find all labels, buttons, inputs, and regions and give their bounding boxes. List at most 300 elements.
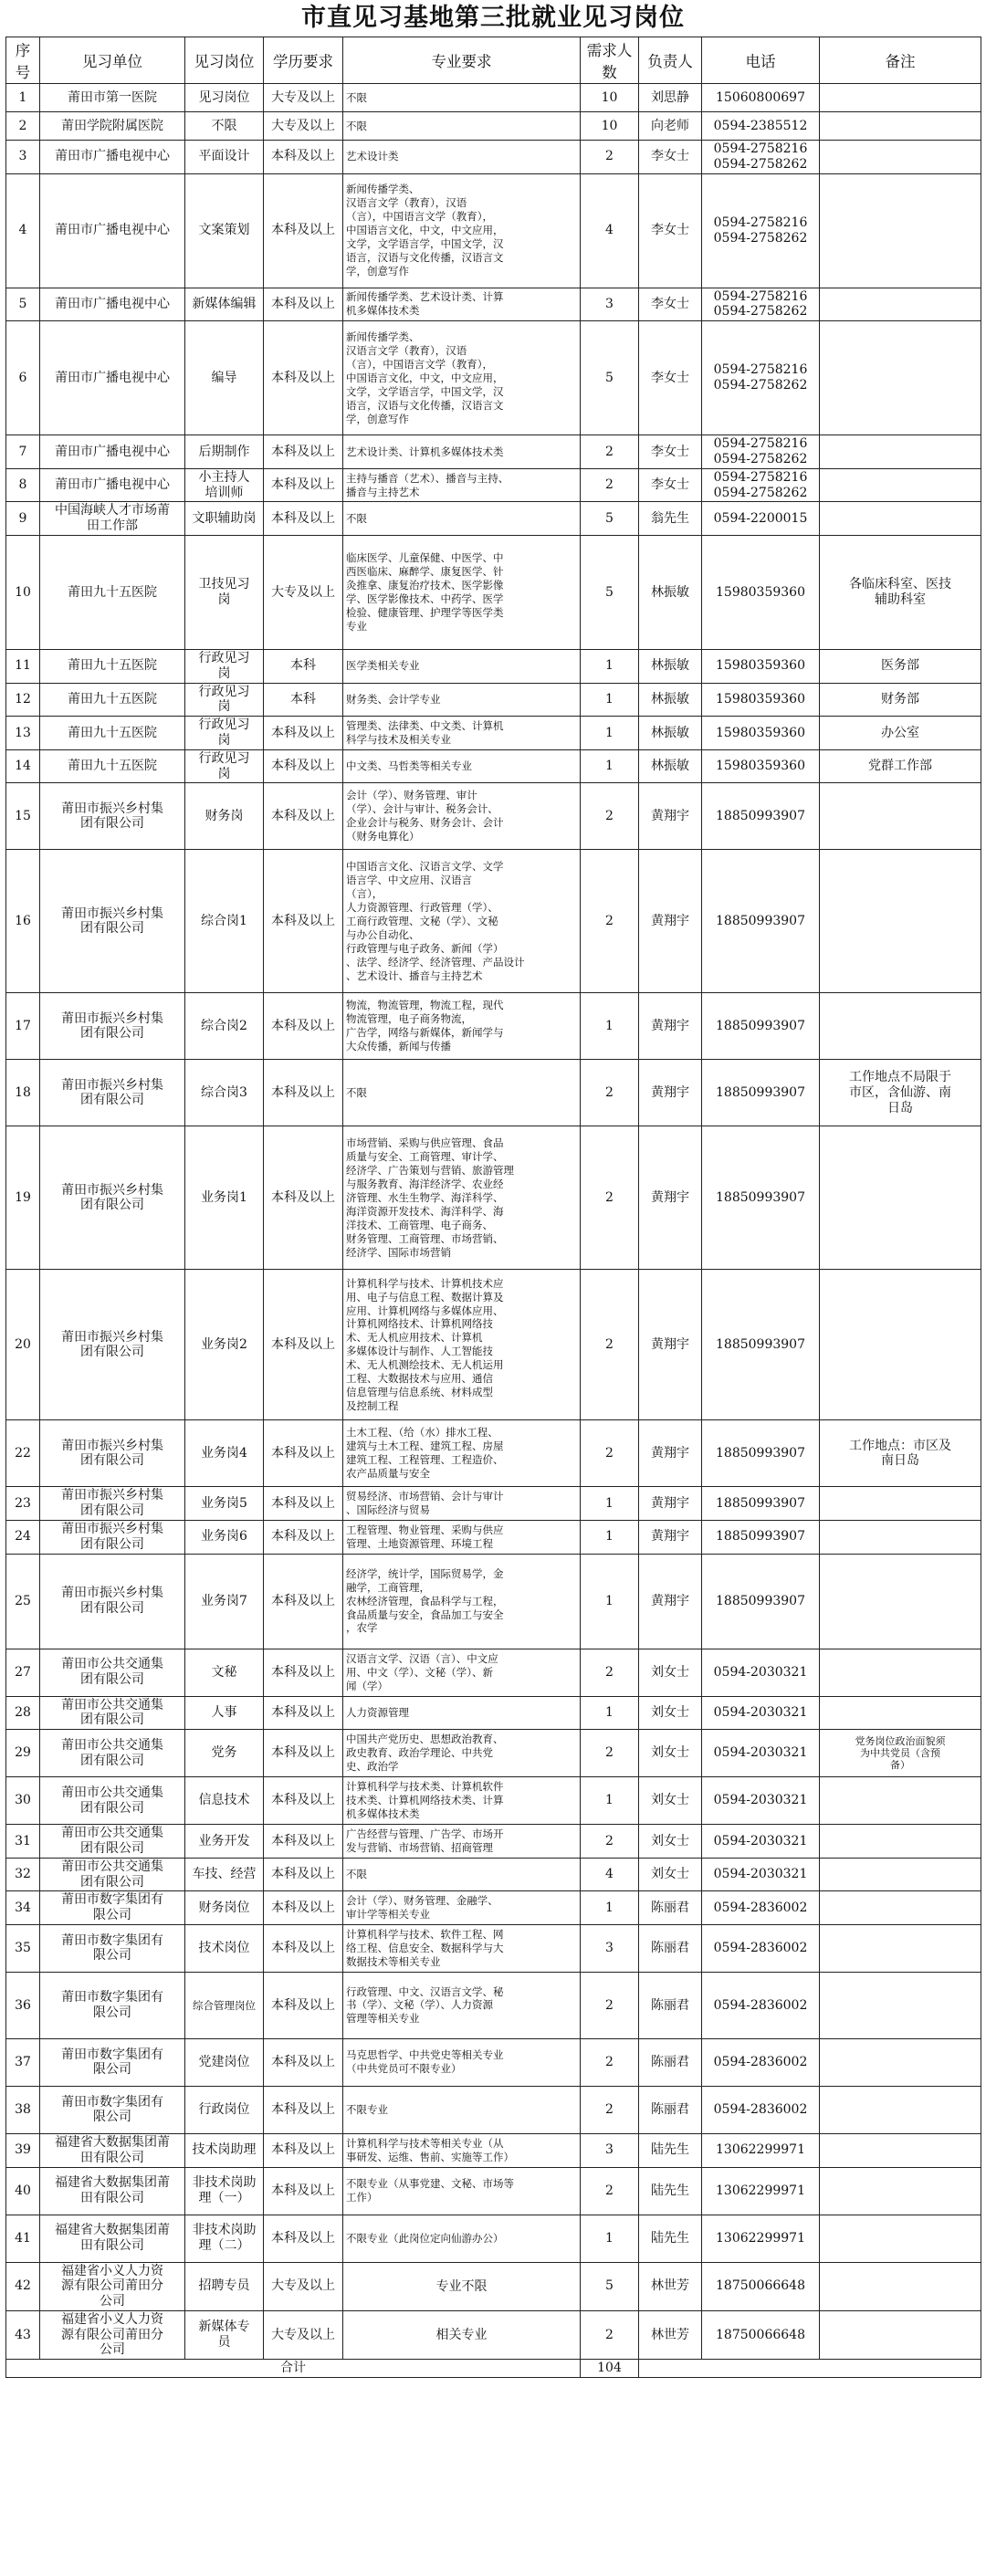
row-post: 人事 <box>185 1696 264 1730</box>
row-contact: 陈丽君 <box>639 2038 702 2086</box>
row-edu: 本科及以上 <box>264 468 343 502</box>
row-num: 1 <box>581 2215 639 2262</box>
row-major: 马克思哲学、中共党史等相关专业 （中共党员可不限专业） <box>343 2038 581 2086</box>
row-post: 业务岗2 <box>185 1270 264 1420</box>
row-phone: 0594-2758216 0594-2758262 <box>702 468 820 502</box>
row-phone: 0594-2030321 <box>702 1730 820 1777</box>
row-note: 党务岗位政治面貌须 为中共党员（含预 备） <box>820 1730 981 1777</box>
row-note <box>820 2038 981 2086</box>
row-phone: 0594-2836002 <box>702 2086 820 2133</box>
row-phone: 18750066648 <box>702 2262 820 2310</box>
row-phone: 13062299971 <box>702 2167 820 2215</box>
row-unit: 莆田市公共交通集 团有限公司 <box>40 1777 185 1825</box>
table-row <box>6 1825 981 1859</box>
row-unit: 莆田市数字集团有 限公司 <box>40 1924 185 1972</box>
row-edu: 本科及以上 <box>264 1696 343 1730</box>
row-num: 1 <box>581 1891 639 1925</box>
row-contact: 黄翔宇 <box>639 1270 702 1420</box>
row-major: 不限 <box>343 112 581 141</box>
table-row <box>6 1924 981 1972</box>
row-edu: 本科及以上 <box>264 1972 343 2038</box>
row-edu: 本科及以上 <box>264 321 343 435</box>
row-major: 不限 <box>343 84 581 112</box>
row-phone: 0594-2758216 0594-2758262 <box>702 288 820 321</box>
row-unit: 福建省大数据集团莆 田有限公司 <box>40 2215 185 2262</box>
row-major: 经济学，统计学，国际贸易学，金 融学，工商管理， 农林经济管理，食品科学与工程， 食品质量与安全，食品加工与安全 ，农学 <box>343 1554 581 1649</box>
row-contact: 李女士 <box>639 321 702 435</box>
row-post: 综合岗1 <box>185 850 264 993</box>
row-phone: 0594-2758216 0594-2758262 <box>702 141 820 174</box>
row-note <box>820 1777 981 1825</box>
table-row <box>6 1270 981 1420</box>
row-phone: 18850993907 <box>702 1487 820 1521</box>
row-major: 不限 <box>343 502 581 536</box>
row-contact: 林振敏 <box>639 535 702 649</box>
row-post: 党建岗位 <box>185 2038 264 2086</box>
header-note: 备注 <box>820 37 981 84</box>
row-unit: 莆田市振兴乡村集 团有限公司 <box>40 1520 185 1554</box>
row-major: 不限专业 <box>343 2086 581 2133</box>
row-unit: 莆田市振兴乡村集 团有限公司 <box>40 1126 185 1270</box>
row-note <box>820 112 981 141</box>
row-contact: 黄翔宇 <box>639 1554 702 1649</box>
row-post: 平面设计 <box>185 141 264 174</box>
row-note <box>820 1554 981 1649</box>
row-unit: 莆田市公共交通集 团有限公司 <box>40 1730 185 1777</box>
row-note: 党群工作部 <box>820 749 981 783</box>
row-edu: 本科及以上 <box>264 502 343 536</box>
row-note <box>820 2310 981 2359</box>
row-unit: 莆田市振兴乡村集 团有限公司 <box>40 1487 185 1521</box>
row-major: 计算机科学与技术、计算机技术应 用、电子与信息工程、数据计算及 应用、计算机网络与多媒体应用、 计算机网络技术、计算机网络技 术、无人机应用技术、计算机 多媒体设计与制作、人工智能技 术、无人机测绘技术、无人机运用 工程、大数据技术与应用、通信 信息管理与信息系统、材料成型 及控制工程 <box>343 1270 581 1420</box>
row-edu: 大专及以上 <box>264 112 343 141</box>
row-post: 行政见习 岗 <box>185 717 264 750</box>
table-row <box>6 993 981 1060</box>
row-no: 29 <box>6 1730 40 1777</box>
row-note <box>820 1972 981 2038</box>
row-no: 16 <box>6 850 40 993</box>
table-row <box>6 502 981 536</box>
row-major: 计算机科学与技术、软件工程、网 络工程、信息安全、数据科学与大 数据技术等相关专业 <box>343 1924 581 1972</box>
row-post: 非技术岗助 理（二） <box>185 2215 264 2262</box>
row-num: 2 <box>581 141 639 174</box>
row-phone: 18850993907 <box>702 1554 820 1649</box>
row-unit: 福建省小义人力资 源有限公司莆田分 公司 <box>40 2310 185 2359</box>
table-row <box>6 2038 981 2086</box>
row-num: 2 <box>581 1649 639 1696</box>
row-note <box>820 1487 981 1521</box>
row-edu: 本科及以上 <box>264 288 343 321</box>
row-edu: 本科及以上 <box>264 141 343 174</box>
row-no: 25 <box>6 1554 40 1649</box>
row-phone: 0594-2758216 0594-2758262 <box>702 321 820 435</box>
row-no: 8 <box>6 468 40 502</box>
row-edu: 本科及以上 <box>264 2215 343 2262</box>
row-unit: 莆田市振兴乡村集 团有限公司 <box>40 1420 185 1487</box>
row-edu: 本科及以上 <box>264 1487 343 1521</box>
row-major: 中国语言文化、汉语言文学、文学 语言学、中文应用、汉语言 （言）， 人力资源管理、行政管理（学）、 工商行政管理、文秘（学）、文秘 与办公自动化、 行政管理与电子政务、新闻（学） 、法学、经济学、经济管理、产品设计 、艺术设计、播音与主持艺术 <box>343 850 581 993</box>
row-contact: 林世芳 <box>639 2262 702 2310</box>
row-major: 中文类、马哲类等相关专业 <box>343 749 581 783</box>
row-contact: 陆先生 <box>639 2133 702 2167</box>
row-contact: 陈丽君 <box>639 2086 702 2133</box>
row-post: 业务岗6 <box>185 1520 264 1554</box>
row-note <box>820 1649 981 1696</box>
row-unit: 莆田市数字集团有 限公司 <box>40 1891 185 1925</box>
table-row <box>6 2086 981 2133</box>
row-num: 1 <box>581 993 639 1060</box>
row-post: 招聘专员 <box>185 2262 264 2310</box>
row-major: 中国共产党历史、思想政治教育、 政史教育、政治学理论、中共党 史、政治学 <box>343 1730 581 1777</box>
row-contact: 李女士 <box>639 173 702 288</box>
row-contact: 刘女士 <box>639 1777 702 1825</box>
table-row <box>6 1696 981 1730</box>
row-phone: 0594-2836002 <box>702 1891 820 1925</box>
row-phone: 0594-2836002 <box>702 2038 820 2086</box>
row-post: 行政见习 岗 <box>185 683 264 717</box>
row-post: 财务岗位 <box>185 1891 264 1925</box>
row-unit: 莆田市振兴乡村集 团有限公司 <box>40 850 185 993</box>
row-edu: 本科及以上 <box>264 1060 343 1126</box>
row-no: 7 <box>6 435 40 469</box>
row-unit: 莆田市振兴乡村集 团有限公司 <box>40 993 185 1060</box>
row-num: 2 <box>581 1825 639 1859</box>
row-note <box>820 141 981 174</box>
row-no: 12 <box>6 683 40 717</box>
row-phone: 18850993907 <box>702 850 820 993</box>
row-unit: 莆田市公共交通集 团有限公司 <box>40 1649 185 1696</box>
row-unit: 莆田市广播电视中心 <box>40 173 185 288</box>
row-contact: 林振敏 <box>639 649 702 683</box>
row-post: 财务岗 <box>185 783 264 850</box>
row-num: 2 <box>581 2310 639 2359</box>
header-contact: 负责人 <box>639 37 702 84</box>
row-unit: 莆田市公共交通集 团有限公司 <box>40 1696 185 1730</box>
row-major: 不限专业（此岗位定向仙游办公） <box>343 2215 581 2262</box>
row-no: 41 <box>6 2215 40 2262</box>
row-edu: 本科及以上 <box>264 1825 343 1859</box>
table-row <box>6 2133 981 2167</box>
row-edu: 本科及以上 <box>264 1270 343 1420</box>
table-row <box>6 749 981 783</box>
row-no: 20 <box>6 1270 40 1420</box>
table-row <box>6 112 981 141</box>
table-row <box>6 1420 981 1487</box>
row-edu: 本科及以上 <box>264 1520 343 1554</box>
row-post: 文职辅助岗 <box>185 502 264 536</box>
row-note <box>820 1924 981 1972</box>
row-edu: 本科及以上 <box>264 1554 343 1649</box>
row-post: 综合岗3 <box>185 1060 264 1126</box>
row-unit: 福建省小义人力资 源有限公司莆田分 公司 <box>40 2262 185 2310</box>
row-edu: 本科及以上 <box>264 435 343 469</box>
row-major: 艺术设计类、计算机多媒体技术类 <box>343 435 581 469</box>
row-note: 各临床科室、医技 辅助科室 <box>820 535 981 649</box>
row-unit: 莆田学院附属医院 <box>40 112 185 141</box>
row-note <box>820 2167 981 2215</box>
row-post: 新媒体专 员 <box>185 2310 264 2359</box>
row-contact: 陆先生 <box>639 2215 702 2262</box>
row-note: 办公室 <box>820 717 981 750</box>
row-phone: 0594-2030321 <box>702 1858 820 1891</box>
row-no: 24 <box>6 1520 40 1554</box>
row-contact: 陈丽君 <box>639 1924 702 1972</box>
row-no: 36 <box>6 1972 40 2038</box>
row-contact: 陈丽君 <box>639 1891 702 1925</box>
row-no: 1 <box>6 84 40 112</box>
row-edu: 本科及以上 <box>264 993 343 1060</box>
table-row <box>6 1554 981 1649</box>
row-contact: 向老师 <box>639 112 702 141</box>
row-no: 35 <box>6 1924 40 1972</box>
row-contact: 陆先生 <box>639 2167 702 2215</box>
row-no: 42 <box>6 2262 40 2310</box>
row-major: 市场营销、采购与供应管理、食品 质量与安全、工商管理、审计学、 经济学、广告策划与营销、旅游管理 与服务教育、海洋经济学、农业经 济管理、水生生物学、海洋科学、 海洋资源开发技术、海洋科学、海 洋技术、工商管理、电子商务、 财务管理、工商管理、市场营销、 经济学、国际市场营销 <box>343 1126 581 1270</box>
row-num: 2 <box>581 1270 639 1420</box>
row-unit: 莆田市振兴乡村集 团有限公司 <box>40 1270 185 1420</box>
row-no: 34 <box>6 1891 40 1925</box>
row-major: 新闻传播学类、 汉语言文学（教育），汉语 （言），中国语言文学（教育）， 中国语言文化，中文，中文应用， 文学，文学语言学，中国文学，汉 语言，汉语与文化传播，汉语言文 学，创意写作 <box>343 321 581 435</box>
row-contact: 林振敏 <box>639 749 702 783</box>
row-post: 见习岗位 <box>185 84 264 112</box>
table-row <box>6 1858 981 1891</box>
row-num: 1 <box>581 1696 639 1730</box>
table-row <box>6 783 981 850</box>
row-num: 3 <box>581 1924 639 1972</box>
row-phone: 0594-2030321 <box>702 1825 820 1859</box>
row-note <box>820 288 981 321</box>
row-major: 管理类、法律类、中文类、计算机 科学与技术及相关专业 <box>343 717 581 750</box>
row-contact: 林振敏 <box>639 717 702 750</box>
row-major: 临床医学、儿童保健、中医学、中 西医临床、麻醉学、康复医学、针 灸推拿、康复治疗技术、医学影像 学、医学影像技术、中药学、医学 检验、健康管理、护理学等医学类 专业 <box>343 535 581 649</box>
row-post: 后期制作 <box>185 435 264 469</box>
row-phone: 18850993907 <box>702 993 820 1060</box>
row-edu: 本科及以上 <box>264 749 343 783</box>
row-no: 9 <box>6 502 40 536</box>
row-num: 4 <box>581 1858 639 1891</box>
row-no: 13 <box>6 717 40 750</box>
row-major: 会计（学）、财务管理、审计 （学）、会计与审计、税务会计、 企业会计与税务、财务会计、会计 （财务电算化） <box>343 783 581 850</box>
row-note <box>820 2086 981 2133</box>
table-row <box>6 2215 981 2262</box>
row-no: 31 <box>6 1825 40 1859</box>
row-num: 1 <box>581 1487 639 1521</box>
row-post: 编导 <box>185 321 264 435</box>
row-num: 1 <box>581 1554 639 1649</box>
row-post: 业务岗1 <box>185 1126 264 1270</box>
row-major: 工程管理、物业管理、采购与供应 管理、土地资源管理、环境工程 <box>343 1520 581 1554</box>
row-major: 专业不限 <box>343 2262 581 2310</box>
table-row <box>6 435 981 469</box>
row-edu: 大专及以上 <box>264 2310 343 2359</box>
row-major: 计算机科学与技术类、计算机软件 技术类、计算机网络技术类、计算 机多媒体技术类 <box>343 1777 581 1825</box>
row-edu: 本科及以上 <box>264 850 343 993</box>
table-row <box>6 1777 981 1825</box>
row-major: 财务类、会计学专业 <box>343 683 581 717</box>
row-contact: 李女士 <box>639 288 702 321</box>
table-row <box>6 2262 981 2310</box>
row-contact: 黄翔宇 <box>639 1060 702 1126</box>
row-post: 非技术岗助 理（一） <box>185 2167 264 2215</box>
row-note: 工作地点：市区及 南日岛 <box>820 1420 981 1487</box>
row-phone: 15980359360 <box>702 649 820 683</box>
row-unit: 莆田九十五医院 <box>40 749 185 783</box>
row-edu: 本科及以上 <box>264 783 343 850</box>
row-note <box>820 1858 981 1891</box>
row-phone: 18850993907 <box>702 783 820 850</box>
row-num: 1 <box>581 683 639 717</box>
row-edu: 大专及以上 <box>264 2262 343 2310</box>
row-contact: 黄翔宇 <box>639 1126 702 1270</box>
table-row <box>6 321 981 435</box>
row-edu: 本科及以上 <box>264 1891 343 1925</box>
row-phone: 18850993907 <box>702 1520 820 1554</box>
row-no: 22 <box>6 1420 40 1487</box>
row-contact: 黄翔宇 <box>639 1487 702 1521</box>
table-row <box>6 288 981 321</box>
row-phone: 15060800697 <box>702 84 820 112</box>
header-major: 专业要求 <box>343 37 581 84</box>
row-post: 卫技见习 岗 <box>185 535 264 649</box>
table-row <box>6 2167 981 2215</box>
row-edu: 本科及以上 <box>264 1420 343 1487</box>
row-phone: 0594-2758216 0594-2758262 <box>702 435 820 469</box>
row-major: 物流，物流管理，物流工程，现代 物流管理，电子商务物流， 广告学，网络与新媒体，新闻学与 大众传播，新闻与传播 <box>343 993 581 1060</box>
total-num: 104 <box>581 2360 639 2378</box>
row-no: 14 <box>6 749 40 783</box>
document-title: 市直见习基地第三批就业见习岗位 <box>301 4 685 32</box>
row-contact: 陈丽君 <box>639 1972 702 2038</box>
row-phone: 0594-2200015 <box>702 502 820 536</box>
row-edu: 本科 <box>264 649 343 683</box>
row-no: 27 <box>6 1649 40 1696</box>
row-num: 1 <box>581 749 639 783</box>
row-note <box>820 2215 981 2262</box>
row-unit: 莆田九十五医院 <box>40 535 185 649</box>
row-num: 5 <box>581 321 639 435</box>
row-no: 23 <box>6 1487 40 1521</box>
table-row <box>6 1520 981 1554</box>
row-edu: 本科及以上 <box>264 1126 343 1270</box>
row-note <box>820 435 981 469</box>
row-edu: 本科 <box>264 683 343 717</box>
row-contact: 刘思静 <box>639 84 702 112</box>
table-row <box>6 683 981 717</box>
table-row <box>6 1060 981 1126</box>
row-major: 不限 <box>343 1060 581 1126</box>
total-label: 合计 <box>6 2360 581 2378</box>
row-post: 小主持人 培训师 <box>185 468 264 502</box>
table-header-row <box>6 37 981 84</box>
row-post: 信息技术 <box>185 1777 264 1825</box>
row-num: 2 <box>581 1060 639 1126</box>
row-major: 不限专业（从事党建、文秘、市场等 工作） <box>343 2167 581 2215</box>
row-post: 业务开发 <box>185 1825 264 1859</box>
row-post: 技术岗位 <box>185 1924 264 1972</box>
row-no: 40 <box>6 2167 40 2215</box>
row-note <box>820 173 981 288</box>
row-num: 1 <box>581 649 639 683</box>
row-note <box>820 1825 981 1859</box>
row-no: 28 <box>6 1696 40 1730</box>
row-note: 财务部 <box>820 683 981 717</box>
row-phone: 15980359360 <box>702 717 820 750</box>
row-phone: 15980359360 <box>702 535 820 649</box>
row-major: 不限 <box>343 1858 581 1891</box>
row-post: 行政见习 岗 <box>185 649 264 683</box>
total-empty <box>639 2360 981 2378</box>
table-row <box>6 649 981 683</box>
row-unit: 莆田九十五医院 <box>40 683 185 717</box>
header-num: 需求人数 <box>581 37 639 84</box>
row-major: 计算机科学与技术等相关专业（从 事研发、运维、售前、实施等工作） <box>343 2133 581 2167</box>
row-major: 土木工程、（给（水）排水工程、 建筑与土木工程、建筑工程、房屋 建筑工程、工程管理、工程造价、 农产品质量与安全 <box>343 1420 581 1487</box>
row-contact: 黄翔宇 <box>639 783 702 850</box>
row-num: 3 <box>581 288 639 321</box>
row-post: 新媒体编辑 <box>185 288 264 321</box>
row-no: 5 <box>6 288 40 321</box>
row-post: 不限 <box>185 112 264 141</box>
header-unit: 见习单位 <box>40 37 185 84</box>
row-no: 2 <box>6 112 40 141</box>
row-num: 2 <box>581 1126 639 1270</box>
table-row <box>6 2310 981 2359</box>
table-row <box>6 1487 981 1521</box>
row-num: 1 <box>581 1777 639 1825</box>
row-edu: 本科及以上 <box>264 717 343 750</box>
row-phone: 15980359360 <box>702 749 820 783</box>
row-post: 行政岗位 <box>185 2086 264 2133</box>
row-post: 文案策划 <box>185 173 264 288</box>
row-note: 工作地点不局限于 市区，含仙游、南 日岛 <box>820 1060 981 1126</box>
row-contact: 刘女士 <box>639 1730 702 1777</box>
table-row <box>6 141 981 174</box>
row-contact: 林世芳 <box>639 2310 702 2359</box>
table-row <box>6 535 981 649</box>
row-post: 文秘 <box>185 1649 264 1696</box>
table-row <box>6 1972 981 2038</box>
row-no: 38 <box>6 2086 40 2133</box>
row-edu: 本科及以上 <box>264 1924 343 1972</box>
row-no: 17 <box>6 993 40 1060</box>
row-no: 11 <box>6 649 40 683</box>
row-unit: 莆田市数字集团有 限公司 <box>40 2038 185 2086</box>
table-row <box>6 1649 981 1696</box>
row-unit: 莆田市公共交通集 团有限公司 <box>40 1825 185 1859</box>
row-edu: 大专及以上 <box>264 535 343 649</box>
row-edu: 本科及以上 <box>264 1730 343 1777</box>
row-num: 2 <box>581 1730 639 1777</box>
row-contact: 刘女士 <box>639 1825 702 1859</box>
row-phone: 13062299971 <box>702 2133 820 2167</box>
row-unit: 莆田市广播电视中心 <box>40 141 185 174</box>
row-unit: 莆田市广播电视中心 <box>40 435 185 469</box>
row-unit: 福建省大数据集团莆 田有限公司 <box>40 2133 185 2167</box>
row-major: 人力资源管理 <box>343 1696 581 1730</box>
row-unit: 莆田市广播电视中心 <box>40 468 185 502</box>
row-num: 5 <box>581 535 639 649</box>
row-num: 2 <box>581 435 639 469</box>
row-no: 32 <box>6 1858 40 1891</box>
row-num: 1 <box>581 717 639 750</box>
header-no: 序号 <box>6 37 40 84</box>
row-num: 4 <box>581 173 639 288</box>
row-note <box>820 1520 981 1554</box>
row-phone: 0594-2030321 <box>702 1696 820 1730</box>
row-post: 车技、经营 <box>185 1858 264 1891</box>
row-edu: 本科及以上 <box>264 2167 343 2215</box>
row-no: 6 <box>6 321 40 435</box>
